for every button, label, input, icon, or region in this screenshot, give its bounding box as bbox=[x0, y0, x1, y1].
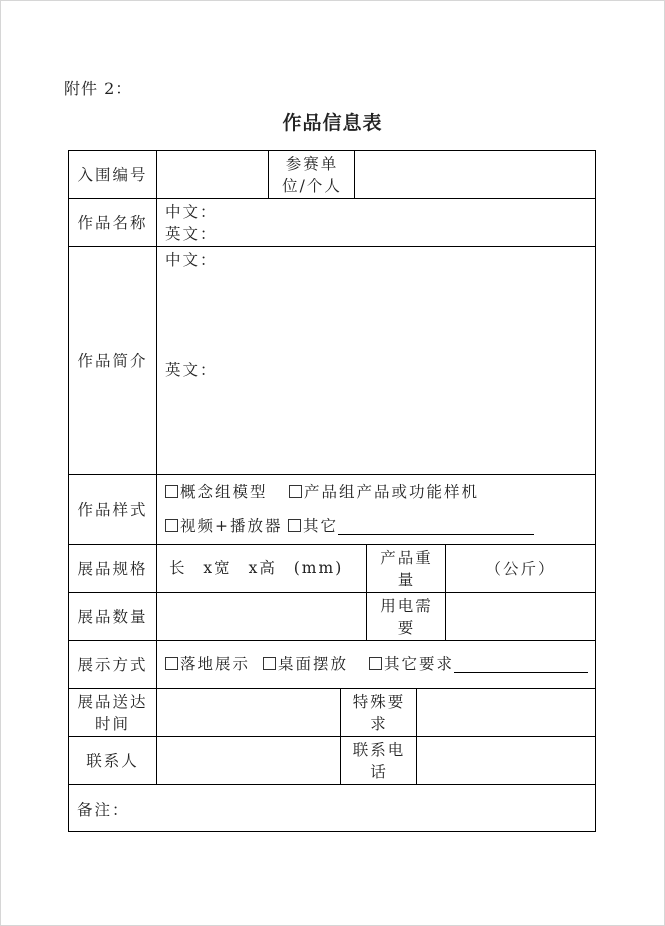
style-option-other[interactable]: 其它 bbox=[288, 515, 534, 537]
style-option-product[interactable]: 产品组产品或功能样机 bbox=[289, 481, 479, 503]
style-option-video[interactable]: 视频+播放器 bbox=[165, 515, 283, 537]
display-option-table[interactable]: 桌面摆放 bbox=[263, 653, 348, 675]
unit-field[interactable] bbox=[356, 151, 595, 198]
remarks-field[interactable] bbox=[149, 785, 595, 831]
checkbox-icon bbox=[165, 485, 178, 498]
label-unit: 参赛单位/个人 bbox=[282, 154, 342, 195]
delivery-field[interactable] bbox=[157, 689, 340, 736]
special-field[interactable] bbox=[417, 689, 595, 736]
label-phone: 联系电话 bbox=[352, 740, 406, 781]
checkbox-icon bbox=[288, 519, 301, 532]
checkbox-icon bbox=[165, 657, 178, 670]
label-work-name: 作品名称 bbox=[77, 213, 148, 232]
work-name-cn[interactable]: 中文： bbox=[165, 203, 218, 221]
checkbox-icon bbox=[263, 657, 276, 670]
label-contact: 联系人 bbox=[86, 751, 139, 770]
intro-en[interactable]: 英文： bbox=[165, 361, 218, 379]
work-name-en[interactable]: 英文： bbox=[165, 225, 218, 243]
label-style: 作品样式 bbox=[77, 500, 148, 519]
label-delivery: 展品送达时间 bbox=[77, 692, 148, 733]
label-display: 展示方式 bbox=[77, 655, 148, 674]
info-form-table bbox=[68, 150, 596, 832]
checkbox-icon bbox=[165, 519, 178, 532]
contact-field[interactable] bbox=[157, 737, 340, 784]
display-option-floor[interactable]: 落地展示 bbox=[165, 653, 250, 675]
spec-dimensions[interactable]: 长 x宽 x高 (mm) bbox=[169, 559, 344, 577]
label-entry-no: 入围编号 bbox=[77, 165, 148, 184]
label-weight: 产品重量 bbox=[380, 548, 433, 589]
label-quantity: 展品数量 bbox=[77, 607, 148, 626]
label-remarks: 备注： bbox=[77, 801, 130, 819]
other-underline bbox=[338, 518, 534, 535]
checkbox-icon bbox=[289, 485, 302, 498]
intro-cn[interactable]: 中文： bbox=[165, 251, 218, 269]
quantity-field[interactable] bbox=[157, 593, 366, 640]
weight-unit[interactable]: （公斤） bbox=[485, 559, 556, 578]
label-power: 用电需要 bbox=[380, 596, 433, 637]
label-intro: 作品简介 bbox=[77, 351, 148, 370]
power-field[interactable] bbox=[446, 593, 595, 640]
entry-no-field[interactable] bbox=[157, 151, 268, 198]
attachment-label: 附件 2： bbox=[64, 79, 133, 98]
label-special: 特殊要求 bbox=[352, 692, 406, 733]
label-spec: 展品规格 bbox=[77, 559, 148, 578]
phone-field[interactable] bbox=[417, 737, 595, 784]
form-title: 作品信息表 bbox=[282, 112, 383, 134]
display-option-other[interactable]: 其它要求 bbox=[369, 653, 588, 675]
style-option-concept[interactable]: 概念组模型 bbox=[165, 481, 268, 503]
other-requirement-underline bbox=[454, 656, 588, 673]
checkbox-icon bbox=[369, 657, 382, 670]
